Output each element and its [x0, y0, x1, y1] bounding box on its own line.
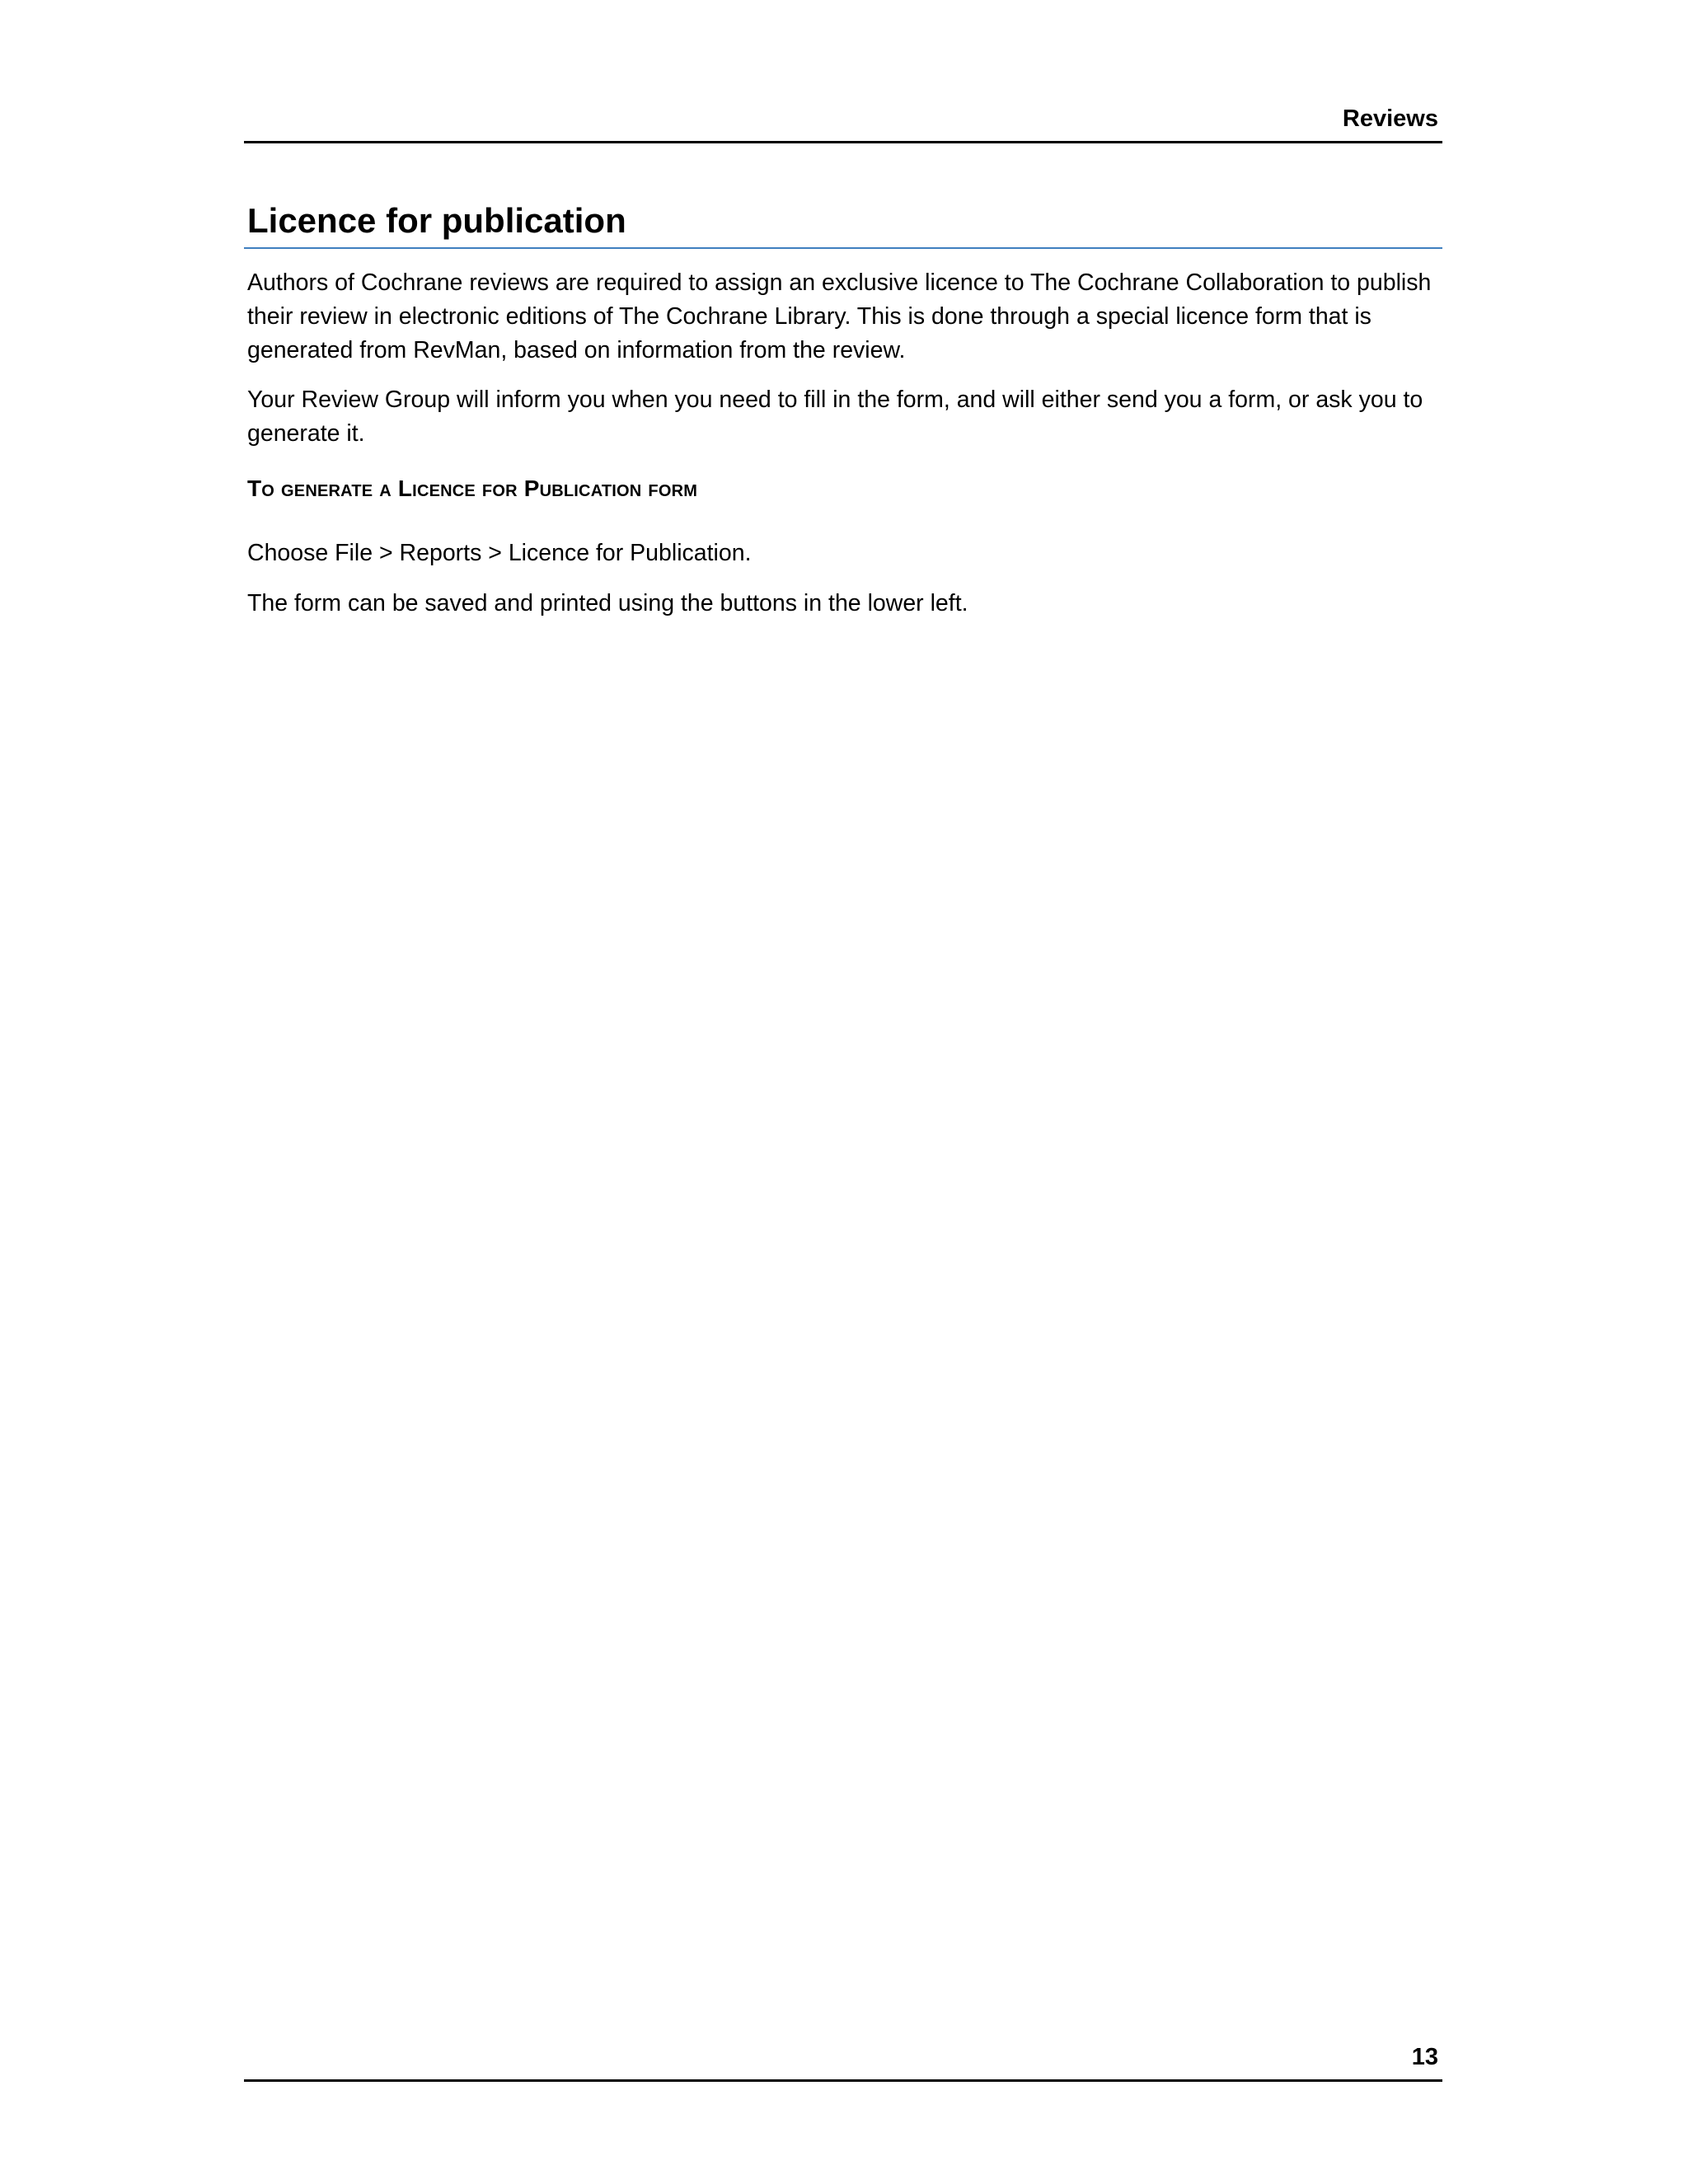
- review-group-paragraph: Your Review Group will inform you when you need to fill in the form, and will either send you a form, or ask you to generate it.: [247, 387, 1423, 447]
- procedure-step: The form can be saved and printed using the buttons in the lower left.: [247, 590, 968, 616]
- procedure-step: Choose File > Reports > Licence for Publication.: [247, 540, 752, 566]
- page-number: 13: [1411, 2044, 1438, 2070]
- procedure-heading: To generate a Licence for Publication form: [247, 476, 698, 501]
- running-header: Reviews: [1342, 105, 1438, 132]
- title-rule: [244, 247, 1442, 249]
- header-rule: [244, 141, 1442, 143]
- section-title: Licence for publication: [247, 201, 626, 240]
- footer-rule: [244, 2079, 1442, 2082]
- intro-paragraph: Authors of Cochrane reviews are required to assign an exclusive licence to The Cochrane Collaboration to publish their review in electronic editions of The Cochrane Library. This is done through a special licence form that is generated from RevMan, based on information from the review.: [247, 269, 1432, 363]
